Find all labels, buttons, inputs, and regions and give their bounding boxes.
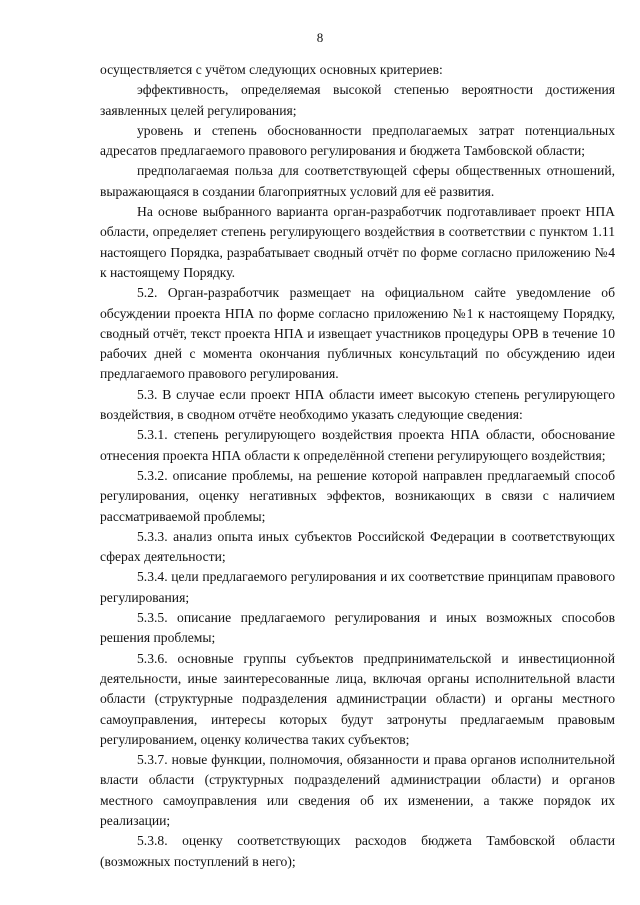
paragraph-5-3-6: 5.3.6. основные группы субъектов предпринимательской и инвестиционной деятельности, иные заинтересованные лица, включая органы исполнительной власти области (структурные подразделения администрации области) и органы местного самоуправления, интересы которых будут затронуты предлагаемым правовым регулированием, оценку количества таких субъектов; <box>100 650 615 747</box>
paragraph-5-3-1: 5.3.1. степень регулирующего воздействия проекта НПА области, обоснование отнесения проекта НПА области к определённой степени регулирующего воздействия; <box>100 427 615 463</box>
paragraph-5-3-7: 5.3.7. новые функции, полномочия, обязанности и права органов исполнительной власти области (структурных подразделений администрации области) и органов местного самоуправления или сведения об их изменении, а также порядок их реализации; <box>100 752 615 828</box>
paragraph-effectiveness: эффективность, определяемая высокой степенью вероятности достижения заявленных целей регулирования; <box>100 82 615 118</box>
paragraph-criteria-intro: осуществляется с учётом следующих основных критериев: <box>100 62 443 77</box>
paragraph-5-3: 5.3. В случае если проект НПА области имеет высокую степень регулирующего воздействия, в сводном отчёте необходимо указать следующие сведения: <box>100 386 615 423</box>
paragraph-5-3-2: 5.3.2. описание проблемы, на решение которой направлен предлагаемый способ регулирования, оценку негативных эффектов, возникающих в связи с наличием рассматриваемой проблемы; <box>100 467 615 524</box>
paragraph-5-3-5: 5.3.5. описание предлагаемого регулирования и иных возможных способов решения проблемы; <box>100 610 615 646</box>
document-body <box>100 60 615 872</box>
paragraph-5-3-3: 5.3.3. анализ опыта иных субъектов Российской Федерации в соответствующих сферах деятельности; <box>100 528 615 565</box>
paragraph-5-2: 5.2. Орган-разработчик размещает на официальном сайте уведомление об обсуждении проекта НПА по форме согласно приложению №1 к настоящему Порядку, сводный отчёт, текст проекта НПА и извещает участников процедуры ОРВ в течение 10 рабочих дней с момента окончания публичных консультаций по обсуждению идеи предлагаемого правового регулирования. <box>100 285 615 382</box>
paragraph-benefit: предполагаемая польза для соответствующей сферы общественных отношений, выражающаяся в создании благоприятных условий для её развития. <box>100 163 615 199</box>
paragraph-draft-preparation: На основе выбранного варианта орган-разработчик подготавливает проект НПА области, определяет степень регулирующего воздействия в соответствии с пунктом 1.11 настоящего Порядка, разрабатывает сводный отчёт по форме согласно приложению №4 к настоящему Порядку. <box>100 204 615 280</box>
paragraph-costs: уровень и степень обоснованности предполагаемых затрат потенциальных адресатов предлагаемого правового регулирования и бюджета Тамбовской области; <box>100 122 615 159</box>
paragraph-5-3-4: 5.3.4. цели предлагаемого регулирования и их соответствие принципам правового регулирования; <box>100 569 615 605</box>
page-number: 8 <box>316 30 324 45</box>
paragraph-5-3-8: 5.3.8. оценку соответствующих расходов бюджета Тамбовской области (возможных поступлений в него); <box>100 833 615 869</box>
